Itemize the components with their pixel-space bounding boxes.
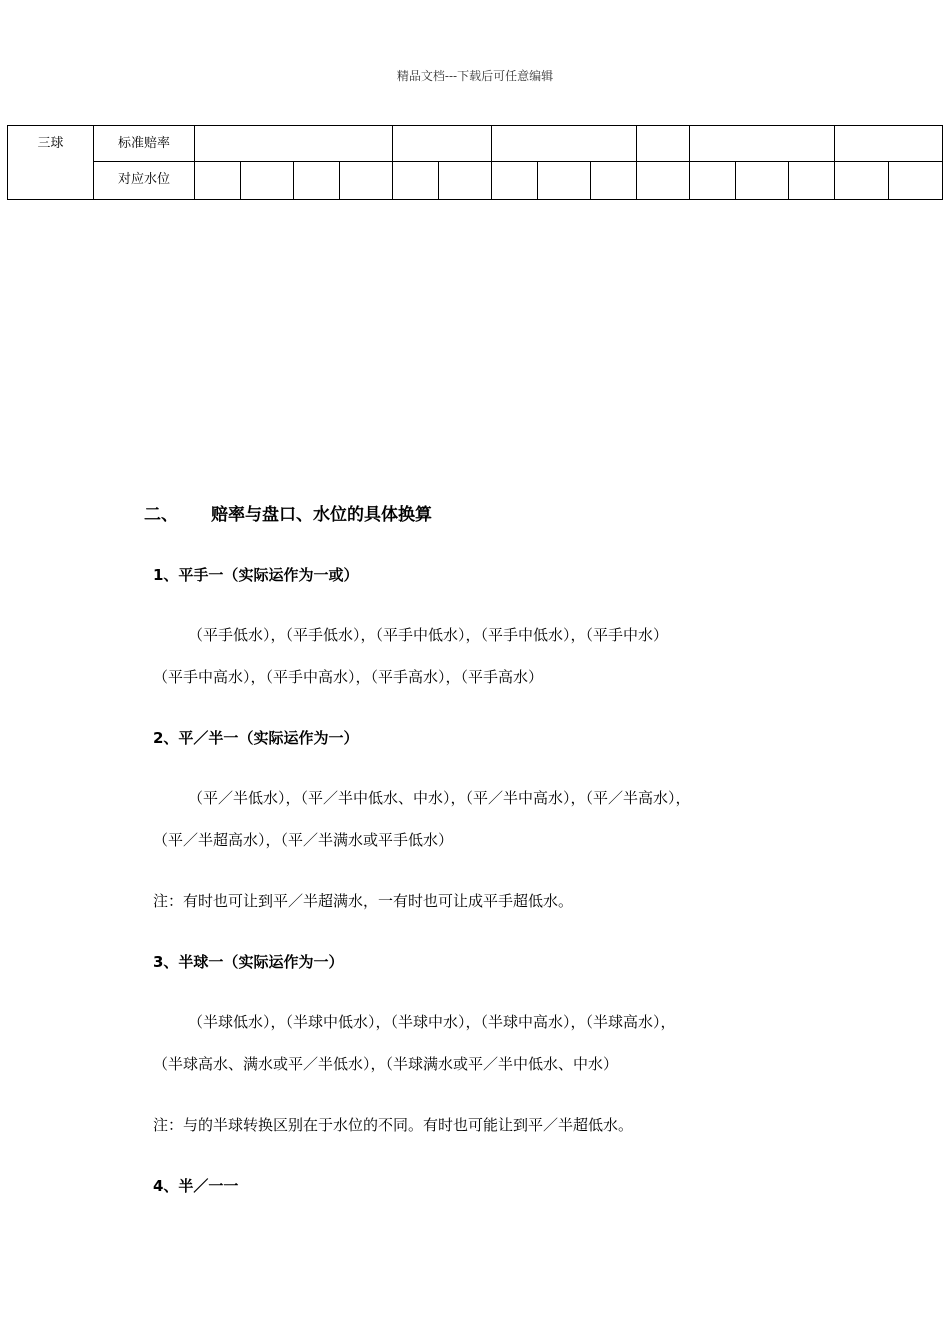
item-line: （半球低水），（半球中低水），（半球中水），（半球中高水），（半球高水）， — [188, 1013, 676, 1031]
standard-odds-label: 标准赔率 — [94, 126, 195, 162]
section-heading — [144, 500, 432, 525]
item-line: （半球高水、满水或平／半低水），（半球满水或平／半中低水、中水） — [153, 1055, 619, 1073]
table-cell — [294, 162, 340, 200]
table-cell — [835, 162, 889, 200]
row-group-label: 三球 — [8, 126, 94, 200]
table-cell — [393, 162, 439, 200]
item-heading-4: 4、半／一一 — [153, 1177, 239, 1195]
item-note: 注：有时也可让到平／半超满水，一有时也可让成平手超低水。 — [153, 892, 574, 910]
water-level-label: 对应水位 — [94, 162, 195, 200]
table-cell — [195, 162, 241, 200]
section-number: 二、 — [144, 505, 178, 525]
table-cell — [789, 162, 835, 200]
table-cell — [690, 126, 835, 162]
item-line: （平／半超高水），（平／半满水或平手低水） — [153, 831, 454, 849]
item-note: 注：与的半球转换区别在于水位的不同。有时也可能让到平／半超低水。 — [153, 1116, 634, 1134]
item-line: （平／半低水），（平／半中低水、中水），（平／半中高水），（平／半高水）， — [188, 789, 691, 807]
table-cell — [538, 162, 591, 200]
table-cell — [439, 162, 492, 200]
item-heading-3: 3、半球一（实际运作为一） — [153, 953, 344, 971]
table-cell — [492, 126, 637, 162]
table-cell — [340, 162, 393, 200]
table-cell — [690, 162, 736, 200]
page-header: 精品文档---下载后可任意编辑 — [396, 69, 554, 83]
table-cell — [195, 126, 393, 162]
table-cell — [393, 126, 492, 162]
table-cell — [637, 126, 690, 162]
item-heading-1: 1、平手一（实际运作为一或） — [153, 566, 359, 584]
table-cell — [637, 162, 690, 200]
table-cell — [889, 162, 943, 200]
item-line: （平手中高水），（平手中高水），（平手高水），（平手高水） — [153, 668, 544, 686]
table-cell — [591, 162, 637, 200]
section-title: 赔率与盘口、水位的具体换算 — [211, 505, 432, 525]
table-cell — [241, 162, 294, 200]
odds-table — [7, 125, 943, 200]
item-line: （平手低水），（平手低水），（平手中低水），（平手中低水），（平手中水） — [188, 626, 669, 644]
item-heading-2: 2、平／半一（实际运作为一） — [153, 729, 359, 747]
table-cell — [736, 162, 789, 200]
table-cell — [492, 162, 538, 200]
table-cell — [835, 126, 943, 162]
